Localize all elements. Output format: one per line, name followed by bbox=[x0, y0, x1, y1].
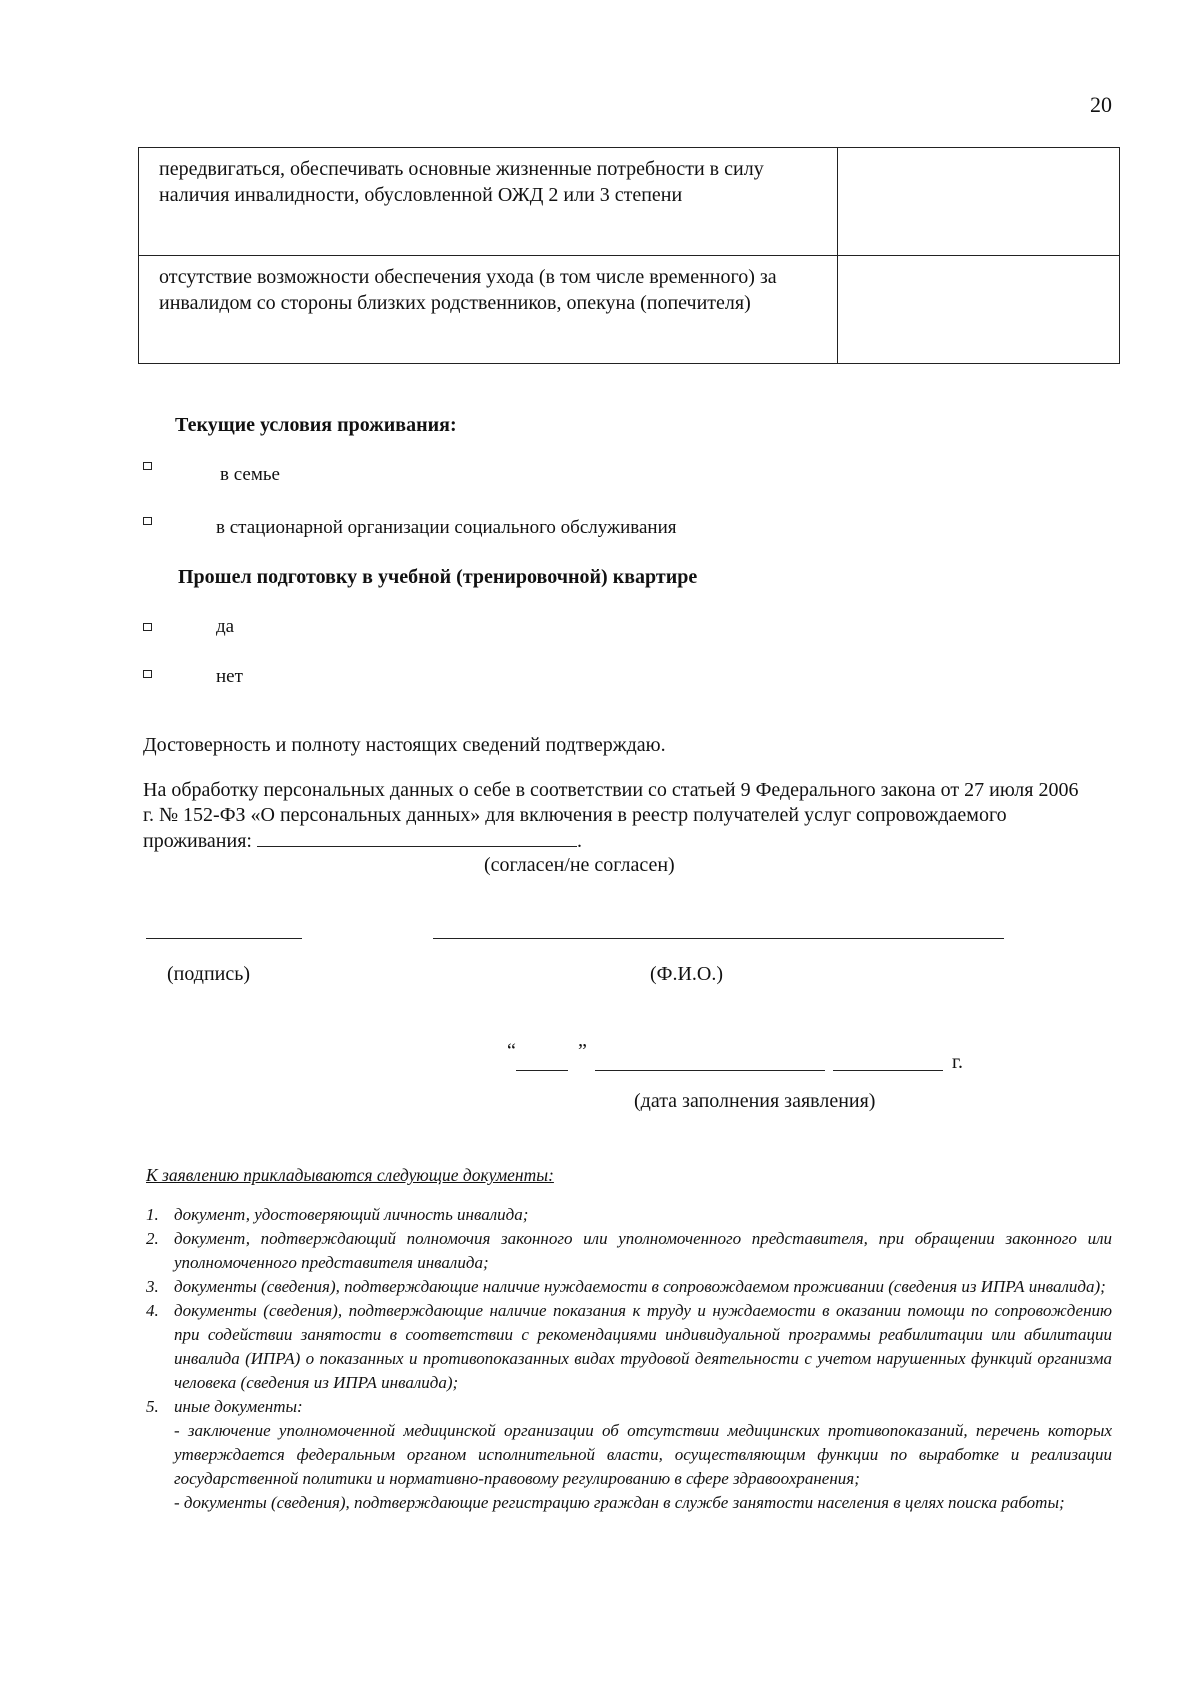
list-item-text: документы (сведения), подтверждающие наличие нуждаемости в сопровождаемом проживании (сведения из ИПРА инвалида); bbox=[174, 1277, 1106, 1296]
living-option-institution-checkbox[interactable] bbox=[143, 517, 152, 525]
training-option-no-label: нет bbox=[216, 666, 243, 687]
date-open-quote: “ bbox=[507, 1040, 516, 1062]
consent-hint: (согласен/не согласен) bbox=[484, 854, 675, 876]
signature-line[interactable] bbox=[146, 938, 302, 939]
list-sub-item: - документы (сведения), подтверждающие регистрацию граждан в службе занятости населения в целях поиска работы; bbox=[174, 1493, 1065, 1512]
list-item-text: документы (сведения), подтверждающие наличие показания к труду и нуждаемости в оказании помощи по сопровождению при содействии занятости в соответствии с рекомендациями индивидуальной программы реабилитации или абилитации инвалида (ИПРА) о показанных и противопоказанных видах трудовой деятельности с учетом нарушенных функций организма человека (сведения из ИПРА инвалида); bbox=[174, 1301, 1112, 1392]
living-option-family-checkbox[interactable] bbox=[143, 462, 152, 470]
page-number: 20 bbox=[1090, 92, 1112, 117]
criteria-text: передвигаться, обеспечивать основные жизненные потребности в силу наличия инвалидности, обусловленной ОЖД 2 или 3 степени bbox=[139, 148, 838, 256]
documents-list bbox=[146, 1203, 1112, 1515]
criteria-mark-cell[interactable] bbox=[837, 256, 1119, 364]
list-item bbox=[146, 1299, 1112, 1395]
list-item-number: 1. bbox=[146, 1205, 159, 1224]
full-name-line[interactable] bbox=[433, 938, 1004, 939]
training-option-no-checkbox[interactable] bbox=[143, 670, 152, 678]
date-year-suffix: г. bbox=[952, 1051, 963, 1073]
list-item bbox=[146, 1227, 1112, 1275]
living-option-institution-label: в стационарной организации социального обслуживания bbox=[216, 517, 677, 538]
list-item-text: документ, удостоверяющий личность инвалида; bbox=[174, 1205, 529, 1224]
list-item-number: 5. bbox=[146, 1397, 159, 1416]
consent-paragraph bbox=[143, 778, 1093, 854]
date-month-line[interactable] bbox=[595, 1070, 825, 1071]
table-row bbox=[139, 256, 1120, 364]
date-year-line[interactable] bbox=[833, 1070, 943, 1071]
criteria-text: отсутствие возможности обеспечения ухода (в том числе временного) за инвалидом со стороны близких родственников, опекуна (попечителя) bbox=[139, 256, 838, 364]
list-item-text: документ, подтверждающий полномочия законного или уполномоченного представителя, при обращении законного или уполномоченного представителя инвалида; bbox=[174, 1229, 1112, 1272]
date-close-quote: ” bbox=[578, 1040, 587, 1062]
list-item bbox=[146, 1275, 1112, 1299]
criteria-mark-cell[interactable] bbox=[837, 148, 1119, 256]
list-item-text: иные документы: bbox=[174, 1397, 303, 1416]
date-label: (дата заполнения заявления) bbox=[634, 1090, 876, 1112]
list-item-number: 2. bbox=[146, 1229, 159, 1248]
list-item-number: 4. bbox=[146, 1301, 159, 1320]
consent-input[interactable] bbox=[257, 828, 577, 847]
list-sub-item: - заключение уполномоченной медицинской организации об отсутствии медицинских противопоказаний, перечень которых утверждается федеральным органом исполнительной власти, осуществляющим функции по выработке и реализации государственной политики и нормативно-правовому регулированию в сфере здравоохранения; bbox=[174, 1421, 1112, 1488]
signature-label: (подпись) bbox=[167, 963, 251, 985]
documents-title: К заявлению прикладываются следующие документы: bbox=[146, 1165, 554, 1185]
living-conditions-title: Текущие условия проживания: bbox=[175, 414, 457, 436]
training-title: Прошел подготовку в учебной (тренировочной) квартире bbox=[178, 566, 698, 588]
consent-end: . bbox=[576, 830, 582, 852]
training-option-yes-checkbox[interactable] bbox=[143, 623, 152, 631]
full-name-label: (Ф.И.О.) bbox=[650, 963, 724, 985]
confirmation-text: Достоверность и полноту настоящих сведений подтверждаю. bbox=[143, 734, 666, 756]
list-item bbox=[146, 1395, 1112, 1515]
criteria-table bbox=[138, 147, 1120, 364]
table-row bbox=[139, 148, 1120, 256]
training-option-yes-label: да bbox=[216, 616, 235, 637]
list-item-number: 3. bbox=[146, 1277, 159, 1296]
living-option-family-label: в семье bbox=[220, 464, 280, 485]
date-day-line[interactable] bbox=[516, 1070, 568, 1071]
consent-text: На обработку персональных данных о себе в соответствии со статьей 9 Федерального закона от 27 июля 2006 г. № 152-ФЗ «О персональных данных» для включения в реестр получателей услуг сопровождаемого проживания: bbox=[143, 779, 1079, 852]
list-item bbox=[146, 1203, 1112, 1227]
